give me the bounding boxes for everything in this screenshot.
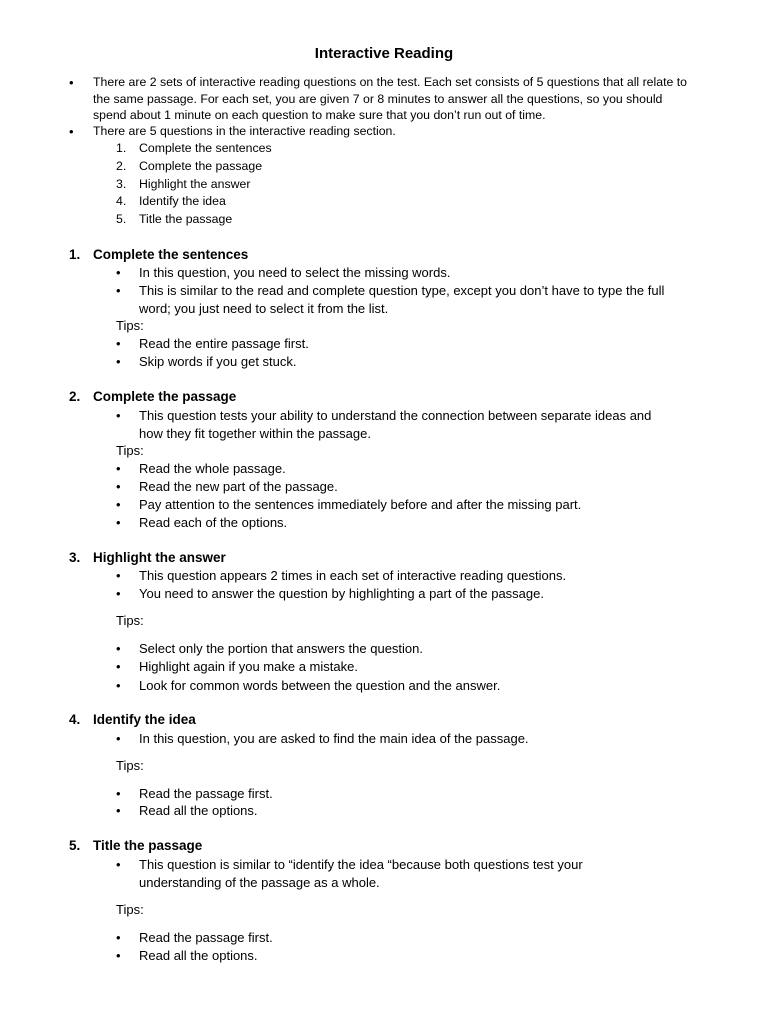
intro-paragraph-line: spend about 1 minute on each question to make sure that you don’t run out of time. [93, 108, 546, 122]
list-item: Identify the idea [139, 194, 226, 208]
list-number: 4. [116, 194, 127, 208]
bullet-icon: • [116, 948, 121, 963]
section-heading: Identify the idea [93, 712, 196, 727]
bullet-icon: • [69, 75, 74, 90]
bullet-icon: • [116, 408, 121, 423]
list-item: Complete the passage [139, 159, 263, 173]
intro-paragraph-line: There are 2 sets of interactive reading questions on the test. Each set consists of 5 questions that all relate to [93, 75, 688, 89]
list-number: 2. [116, 159, 127, 173]
bullet-icon: • [116, 803, 121, 818]
section-point: This question is similar to “identify the idea “because both questions test your [139, 857, 583, 872]
intro-paragraph-line: the same passage. For each set, you are given 7 or 8 minutes to answer all the questions, so you should [93, 92, 663, 106]
tip-item: Read the new part of the passage. [139, 479, 338, 494]
bullet-icon: • [116, 265, 121, 280]
bullet-icon: • [116, 857, 121, 872]
tips-label: Tips: [116, 318, 144, 333]
list-item: Title the passage [139, 212, 233, 226]
section-number: 5. [69, 838, 81, 853]
tips-label: Tips: [116, 758, 144, 773]
bullet-icon: • [116, 479, 121, 494]
bullet-icon: • [116, 731, 121, 746]
tip-item: Select only the portion that answers the question. [139, 641, 424, 656]
bullet-icon: • [116, 586, 121, 601]
bullet-icon: • [116, 641, 121, 656]
section-point: You need to answer the question by highlighting a part of the passage. [139, 586, 544, 601]
list-number: 1. [116, 141, 127, 155]
section-point: This is similar to the read and complete question type, except you don’t have to type the full [139, 283, 665, 298]
bullet-icon: • [116, 786, 121, 801]
bullet-icon: • [116, 283, 121, 298]
tip-item: Read all the options. [139, 948, 258, 963]
tip-item: Skip words if you get stuck. [139, 354, 297, 369]
bullet-icon: • [69, 124, 74, 139]
bullet-icon: • [116, 930, 121, 945]
bullet-icon: • [116, 354, 121, 369]
page-title: Interactive Reading [314, 45, 454, 62]
bullet-icon: • [116, 497, 121, 512]
section-heading: Complete the passage [93, 389, 237, 404]
tip-item: Read the passage first. [139, 786, 273, 801]
section-point: how they fit together within the passage. [139, 426, 371, 441]
intro-paragraph: There are 5 questions in the interactive reading section. [93, 124, 396, 138]
section-point: word; you just need to select it from the list. [139, 301, 389, 316]
section-number: 3. [69, 550, 81, 565]
bullet-icon: • [116, 678, 121, 693]
section-heading: Complete the sentences [93, 247, 249, 262]
tip-item: Read each of the options. [139, 515, 288, 530]
list-number: 5. [116, 212, 127, 226]
bullet-icon: • [116, 568, 121, 583]
section-heading: Highlight the answer [93, 550, 226, 565]
tips-label: Tips: [116, 443, 144, 458]
tip-item: Read the entire passage first. [139, 336, 309, 351]
section-point: In this question, you are asked to find the main idea of the passage. [139, 731, 529, 746]
section-number: 2. [69, 389, 81, 404]
list-item: Highlight the answer [139, 177, 251, 191]
section-heading: Title the passage [93, 838, 203, 853]
tip-item: Read the whole passage. [139, 461, 286, 476]
section-number: 4. [69, 712, 81, 727]
bullet-icon: • [116, 336, 121, 351]
bullet-icon: • [116, 515, 121, 530]
bullet-icon: • [116, 659, 121, 674]
section-point: understanding of the passage as a whole. [139, 875, 380, 890]
tip-item: Read the passage first. [139, 930, 273, 945]
list-item: Complete the sentences [139, 141, 272, 155]
section-point: This question tests your ability to understand the connection between separate ideas and [139, 408, 652, 423]
tip-item: Highlight again if you make a mistake. [139, 659, 358, 674]
section-point: In this question, you need to select the missing words. [139, 265, 451, 280]
tip-item: Read all the options. [139, 803, 258, 818]
bullet-icon: • [116, 461, 121, 476]
tip-item: Pay attention to the sentences immediately before and after the missing part. [139, 497, 582, 512]
tips-label: Tips: [116, 902, 144, 917]
tip-item: Look for common words between the question and the answer. [139, 678, 501, 693]
list-number: 3. [116, 177, 127, 191]
section-point: This question appears 2 times in each set of interactive reading questions. [139, 568, 567, 583]
tips-label: Tips: [116, 613, 144, 628]
section-number: 1. [69, 247, 81, 262]
